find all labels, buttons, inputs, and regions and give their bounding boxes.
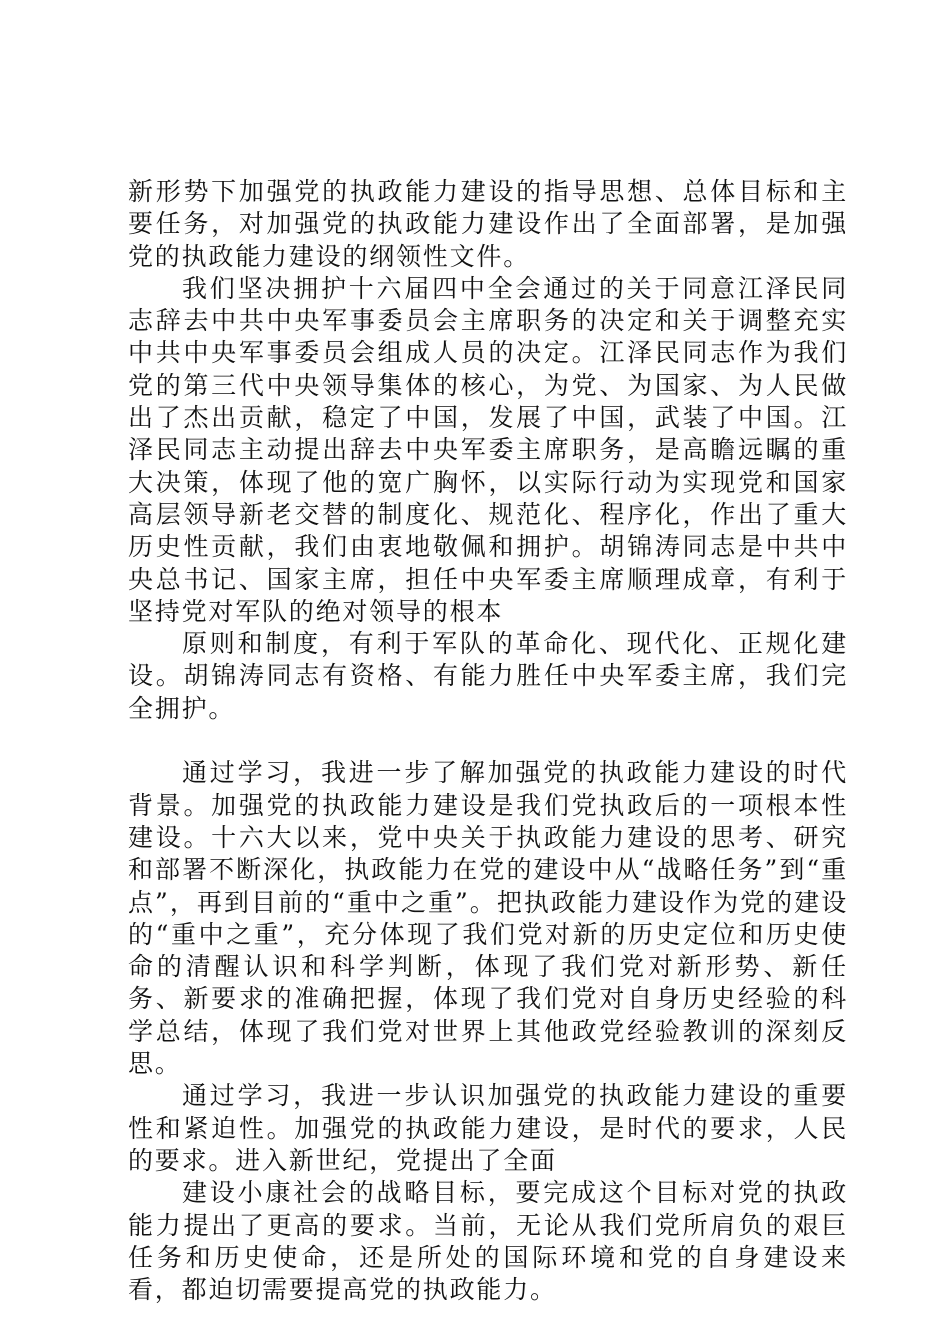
- paragraph-2: 我们坚决拥护十六届四中全会通过的关于同意江泽民同志辞去中共中央军事委员会主席职务的决定和关于调整充实中共中央军事委员会组成人员的决定。江泽民同志作为我们党的第三代中央领导集体的核心，为党、为国家、为人民做出了杰出贡献，稳定了中国，发展了中国，武装了中国。江泽民同志主动提出辞去中央军委主席职务，是高瞻远瞩的重大决策，体现了他的宽广胸怀，以实际行动为实现党和国家高层领导新老交替的制度化、规范化、程序化，作出了重大历史性贡献，我们由衷地敬佩和拥护。胡锦涛同志是中共中央总书记、国家主席，担任中央军委主席顺理成章，有利于坚持党对军队的绝对领导的根本: [128, 273, 848, 626]
- paragraph-4: 通过学习，我进一步了解加强党的执政能力建设的时代背景。加强党的执政能力建设是我们党执政后的一项根本性建设。十六大以来，党中央关于执政能力建设的思考、研究和部署不断深化，执政能力在党的建设中从“战略任务”到“重点”，再到目前的“重中之重”。把执政能力建设作为党的建设的“重中之重”，充分体现了我们党对新的历史定位和历史使命的清醒认识和科学判断，体现了我们党对新形势、新任务、新要求的准确把握，体现了我们党对自身历史经验的科学总结，体现了我们党对世界上其他政党经验教训的深刻反思。: [128, 758, 848, 1079]
- document-body: [128, 176, 848, 1306]
- paragraph-gap: [128, 725, 848, 757]
- paragraph-1: 新形势下加强党的执政能力建设的指导思想、总体目标和主要任务，对加强党的执政能力建设作出了全面部署，是加强党的执政能力建设的纲领性文件。: [128, 177, 848, 271]
- paragraph-5: 通过学习，我进一步认识加强党的执政能力建设的重要性和紧迫性。加强党的执政能力建设，是时代的要求，人民的要求。进入新世纪，党提出了全面: [128, 1081, 848, 1175]
- paragraph-6: 建设小康社会的战略目标，要完成这个目标对党的执政能力提出了更高的要求。当前，无论从我们党所肩负的艰巨任务和历史使命，还是所处的国际环境和党的自身建设来看，都迫切需要提高党的执政能力。: [128, 1178, 848, 1305]
- paragraph-3: 原则和制度，有利于军队的革命化、现代化、正规化建设。胡锦涛同志有资格、有能力胜任中央军委主席，我们完全拥护。: [128, 629, 848, 723]
